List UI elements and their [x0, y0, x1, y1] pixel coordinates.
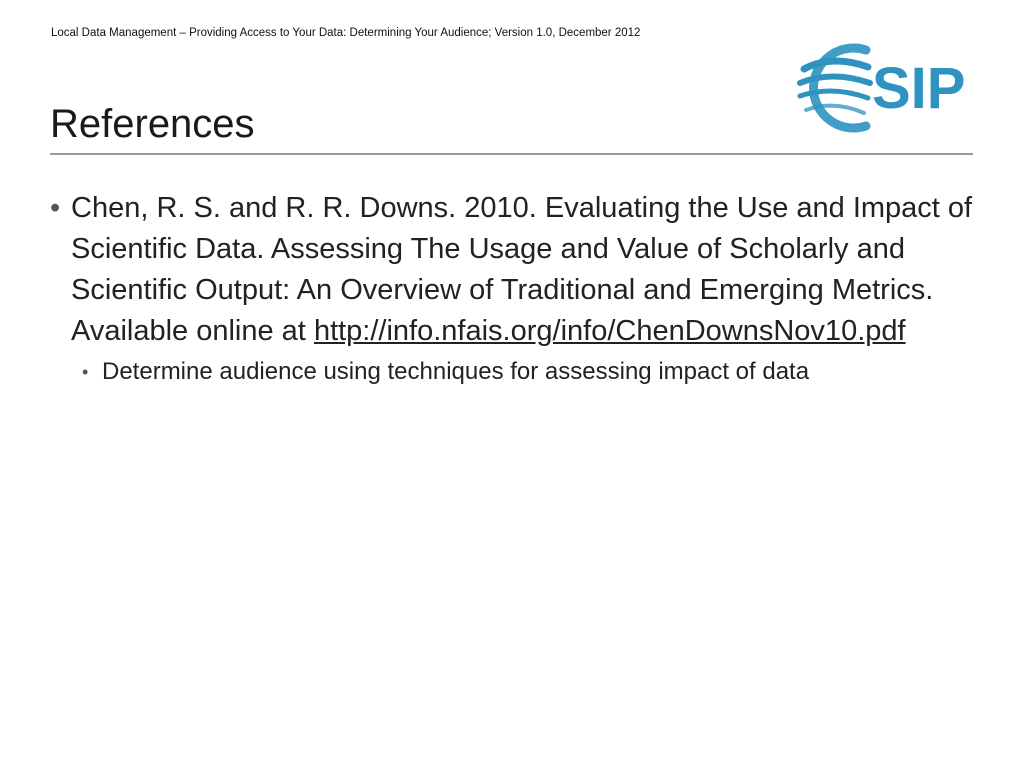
- header-note: Local Data Management – Providing Access to Your Data: Determining Your Audience; Version 1.0, December 2012: [51, 27, 641, 39]
- bullet-list: [50, 188, 985, 389]
- esip-logo: [796, 36, 974, 140]
- sub-bullet-icon: •: [82, 362, 89, 382]
- reference-link[interactable]: http://info.nfais.org/info/ChenDownsNov10.pdf: [313, 315, 906, 347]
- sub-bullet: [71, 355, 985, 389]
- logo-text: SIP: [872, 56, 966, 121]
- reference-bullet: [50, 188, 985, 389]
- sub-bullet-list: [71, 355, 985, 389]
- bullet-icon: •: [50, 192, 61, 224]
- sub-bullet-text: Determine audience using techniques for assessing impact of data: [102, 358, 810, 385]
- reference-text: Chen, R. S. and R. R. Downs. 2010. Evaluating the Use and Impact of Scientific Data. Assessing The Usage and Value of Scholarly and Scientific Output: An Overview of Traditional and Emerging Metrics. Available online at: [71, 192, 973, 347]
- slide-title: References: [50, 102, 255, 146]
- title-divider: [50, 153, 973, 155]
